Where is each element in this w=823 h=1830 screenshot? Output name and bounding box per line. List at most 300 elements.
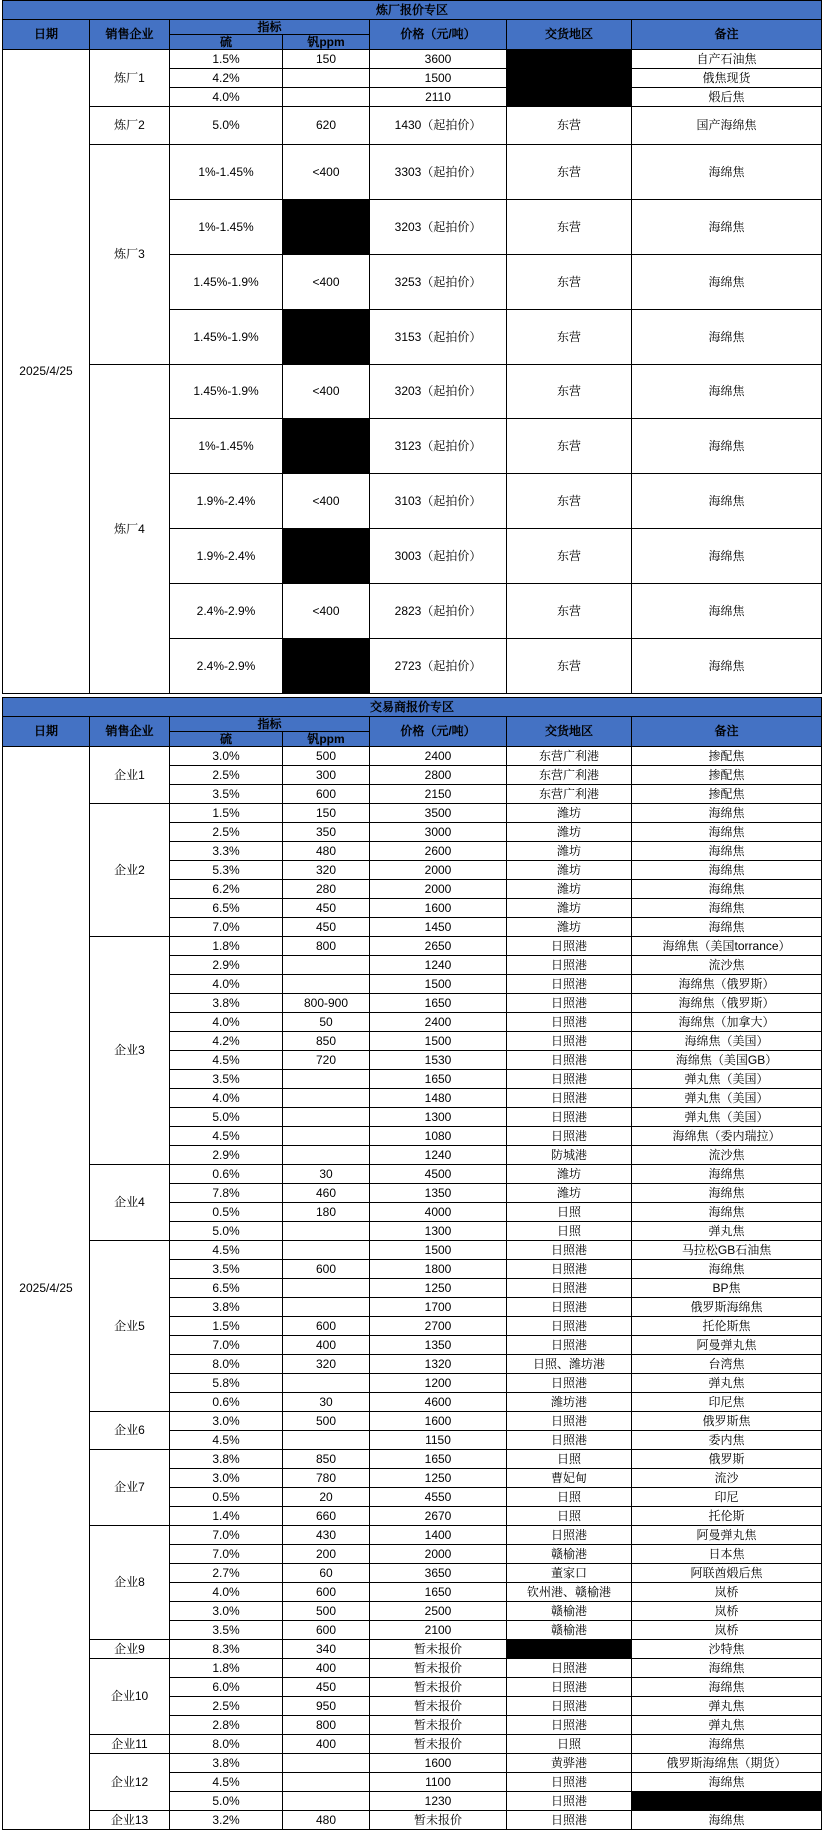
cell-area: 东营广利港 bbox=[507, 766, 632, 785]
column-header-index-group: 指标 bbox=[170, 20, 370, 35]
cell-note: 岚桥 bbox=[632, 1602, 822, 1621]
cell-vanadium: 600 bbox=[283, 785, 370, 804]
cell-price: 1200 bbox=[370, 1374, 507, 1393]
cell-vanadium bbox=[283, 1146, 370, 1165]
cell-note: 掺配焦 bbox=[632, 785, 822, 804]
cell-area: 东营广利港 bbox=[507, 747, 632, 766]
cell-area-redacted bbox=[507, 69, 632, 88]
table-row bbox=[3, 1735, 822, 1754]
cell-price: 2000 bbox=[370, 861, 507, 880]
cell-vanadium-redacted: >400 bbox=[283, 200, 370, 255]
cell-sulfur: 0.6% bbox=[170, 1393, 283, 1412]
cell-note: 海绵焦 bbox=[632, 880, 822, 899]
cell-sulfur: 1%-1.45% bbox=[170, 200, 283, 255]
cell-note: 日本焦 bbox=[632, 1545, 822, 1564]
cell-vanadium: 600 bbox=[283, 1621, 370, 1640]
cell-price: 暂未报价 bbox=[370, 1811, 507, 1830]
cell-sulfur: 1.5% bbox=[170, 1317, 283, 1336]
cell-price: 1100 bbox=[370, 1773, 507, 1792]
cell-sulfur: 2.5% bbox=[170, 1697, 283, 1716]
cell-area: 东营 bbox=[507, 419, 632, 474]
table-row bbox=[3, 1165, 822, 1184]
cell-sulfur: 4.5% bbox=[170, 1241, 283, 1260]
cell-area: 日照 bbox=[507, 1488, 632, 1507]
cell-sulfur: 8.3% bbox=[170, 1640, 283, 1659]
cell-vanadium bbox=[283, 1070, 370, 1089]
cell-vanadium: 150 bbox=[283, 50, 370, 69]
cell-sulfur: 1%-1.45% bbox=[170, 145, 283, 200]
cell-note: 海绵焦 bbox=[632, 584, 822, 639]
cell-vanadium: 450 bbox=[283, 918, 370, 937]
cell-area: 日照港 bbox=[507, 1051, 632, 1070]
cell-note: 弹丸焦 bbox=[632, 1374, 822, 1393]
cell-sulfur: 8.0% bbox=[170, 1735, 283, 1754]
table-row bbox=[3, 145, 822, 200]
cell-note: 弹丸焦 bbox=[632, 1222, 822, 1241]
table-row bbox=[3, 1811, 822, 1830]
cell-sulfur: 1.8% bbox=[170, 1659, 283, 1678]
cell-vanadium: 30 bbox=[283, 1393, 370, 1412]
cell-sulfur: 7.0% bbox=[170, 1336, 283, 1355]
cell-vanadium: 620 bbox=[283, 107, 370, 145]
cell-note: BP焦 bbox=[632, 1279, 822, 1298]
cell-note: 海绵焦 bbox=[632, 255, 822, 310]
cell-note: 海绵焦 bbox=[632, 918, 822, 937]
cell-vanadium: 480 bbox=[283, 1811, 370, 1830]
cell-area: 东营 bbox=[507, 145, 632, 200]
section-banner-title: 炼厂报价专区 bbox=[3, 1, 822, 20]
cell-sulfur: 5.0% bbox=[170, 1222, 283, 1241]
cell-note: 弹丸焦 bbox=[632, 1697, 822, 1716]
cell-area: 日照 bbox=[507, 1203, 632, 1222]
cell-price: 3203（起拍价） bbox=[370, 200, 507, 255]
cell-area: 东营 bbox=[507, 584, 632, 639]
cell-area: 潍坊 bbox=[507, 880, 632, 899]
cell-area: 日照港 bbox=[507, 1678, 632, 1697]
cell-vanadium bbox=[283, 1374, 370, 1393]
cell-area: 潍坊 bbox=[507, 918, 632, 937]
cell-vanadium: 280 bbox=[283, 880, 370, 899]
cell-seller: 炼厂3 bbox=[90, 145, 170, 365]
cell-area: 日照港 bbox=[507, 1773, 632, 1792]
cell-note: 委内焦 bbox=[632, 1431, 822, 1450]
cell-note: 海绵焦 bbox=[632, 310, 822, 365]
cell-note: 海绵焦 bbox=[632, 1165, 822, 1184]
cell-area: 日照港 bbox=[507, 1526, 632, 1545]
cell-area: 东营 bbox=[507, 255, 632, 310]
cell-sulfur: 0.6% bbox=[170, 1165, 283, 1184]
cell-area: 日照 bbox=[507, 1507, 632, 1526]
cell-vanadium bbox=[283, 1792, 370, 1811]
cell-vanadium: <400 bbox=[283, 255, 370, 310]
cell-price: 2670 bbox=[370, 1507, 507, 1526]
cell-area: 日照港 bbox=[507, 1013, 632, 1032]
table-row bbox=[3, 365, 822, 419]
cell-price: 2000 bbox=[370, 880, 507, 899]
cell-price: 3203（起拍价） bbox=[370, 365, 507, 419]
cell-note: 海绵焦 bbox=[632, 823, 822, 842]
column-header-note: 备注 bbox=[632, 20, 822, 50]
cell-sulfur: 2.9% bbox=[170, 956, 283, 975]
cell-area: 东营 bbox=[507, 474, 632, 529]
cell-note: 海绵焦（美国） bbox=[632, 1032, 822, 1051]
table-row bbox=[3, 50, 822, 69]
cell-seller: 企业1 bbox=[90, 747, 170, 804]
cell-vanadium bbox=[283, 1222, 370, 1241]
column-header-area: 交货地区 bbox=[507, 20, 632, 50]
cell-price: 1450 bbox=[370, 918, 507, 937]
cell-seller: 企业7 bbox=[90, 1450, 170, 1526]
cell-area: 潍坊港 bbox=[507, 1393, 632, 1412]
cell-price: 3000 bbox=[370, 823, 507, 842]
column-header-price: 价格（元/吨） bbox=[370, 20, 507, 50]
cell-area: 日照港 bbox=[507, 1412, 632, 1431]
cell-seller: 企业13 bbox=[90, 1811, 170, 1830]
cell-date: 2025/4/25 bbox=[3, 50, 90, 694]
cell-sulfur: 4.0% bbox=[170, 975, 283, 994]
cell-price: 1250 bbox=[370, 1279, 507, 1298]
cell-note: 海绵焦 bbox=[632, 145, 822, 200]
cell-area: 防城港 bbox=[507, 1146, 632, 1165]
cell-note: 俄罗斯焦 bbox=[632, 1412, 822, 1431]
cell-price: 1600 bbox=[370, 1754, 507, 1773]
cell-seller: 企业8 bbox=[90, 1526, 170, 1640]
cell-price: 1320 bbox=[370, 1355, 507, 1374]
cell-vanadium-redacted: >400 bbox=[283, 529, 370, 584]
cell-price: 1500 bbox=[370, 975, 507, 994]
cell-sulfur: 3.3% bbox=[170, 842, 283, 861]
cell-price: 4550 bbox=[370, 1488, 507, 1507]
cell-area: 日照港 bbox=[507, 975, 632, 994]
cell-sulfur: 2.4%-2.9% bbox=[170, 639, 283, 694]
cell-vanadium: 50 bbox=[283, 1013, 370, 1032]
cell-price: 1650 bbox=[370, 994, 507, 1013]
cell-area: 赣榆港 bbox=[507, 1545, 632, 1564]
cell-note: 俄罗斯 bbox=[632, 1450, 822, 1469]
cell-vanadium: 500 bbox=[283, 1602, 370, 1621]
cell-area: 董家口 bbox=[507, 1564, 632, 1583]
cell-area: 东营 bbox=[507, 200, 632, 255]
cell-note: 海绵焦 bbox=[632, 899, 822, 918]
cell-note: 海绵焦（俄罗斯） bbox=[632, 975, 822, 994]
cell-sulfur: 6.2% bbox=[170, 880, 283, 899]
cell-area: 日照港 bbox=[507, 1336, 632, 1355]
refinery-quote-table bbox=[2, 0, 822, 694]
cell-note: 流沙 bbox=[632, 1469, 822, 1488]
cell-area: 曹妃甸 bbox=[507, 1469, 632, 1488]
cell-sulfur: 1.45%-1.9% bbox=[170, 310, 283, 365]
cell-sulfur: 6.5% bbox=[170, 1279, 283, 1298]
cell-seller: 企业5 bbox=[90, 1241, 170, 1412]
cell-note: 阿曼弹丸焦 bbox=[632, 1336, 822, 1355]
cell-sulfur: 3.0% bbox=[170, 1412, 283, 1431]
cell-area: 日照港 bbox=[507, 1260, 632, 1279]
cell-area: 日照 bbox=[507, 1222, 632, 1241]
cell-price: 1080 bbox=[370, 1127, 507, 1146]
table-row bbox=[3, 1659, 822, 1678]
cell-vanadium: 850 bbox=[283, 1450, 370, 1469]
cell-vanadium: 460 bbox=[283, 1184, 370, 1203]
cell-sulfur: 3.0% bbox=[170, 1602, 283, 1621]
cell-price: 1230 bbox=[370, 1792, 507, 1811]
table-row bbox=[3, 1450, 822, 1469]
cell-vanadium: 720 bbox=[283, 1051, 370, 1070]
cell-vanadium: 340 bbox=[283, 1640, 370, 1659]
cell-area: 黄骅港 bbox=[507, 1754, 632, 1773]
cell-sulfur: 3.8% bbox=[170, 994, 283, 1013]
cell-seller: 企业3 bbox=[90, 937, 170, 1165]
cell-price: 1530 bbox=[370, 1051, 507, 1070]
cell-sulfur: 1.4% bbox=[170, 1507, 283, 1526]
cell-vanadium: <400 bbox=[283, 584, 370, 639]
cell-sulfur: 3.5% bbox=[170, 1070, 283, 1089]
cell-sulfur: 3.8% bbox=[170, 1298, 283, 1317]
cell-sulfur: 4.0% bbox=[170, 1583, 283, 1602]
cell-price: 1500 bbox=[370, 1241, 507, 1260]
cell-note: 海绵焦 bbox=[632, 1773, 822, 1792]
cell-vanadium: 200 bbox=[283, 1545, 370, 1564]
cell-sulfur: 8.0% bbox=[170, 1355, 283, 1374]
cell-price: 1240 bbox=[370, 956, 507, 975]
cell-area: 日照港 bbox=[507, 1374, 632, 1393]
cell-price: 暂未报价 bbox=[370, 1640, 507, 1659]
cell-area: 日照港 bbox=[507, 1298, 632, 1317]
cell-area: 日照港 bbox=[507, 1716, 632, 1735]
cell-note: 弹丸焦 bbox=[632, 1716, 822, 1735]
table-row bbox=[3, 747, 822, 766]
cell-note: 海绵焦（委内瑞拉） bbox=[632, 1127, 822, 1146]
cell-seller: 炼厂2 bbox=[90, 107, 170, 145]
cell-note: 海绵焦 bbox=[632, 1659, 822, 1678]
cell-sulfur: 6.0% bbox=[170, 1678, 283, 1697]
cell-area: 日照港 bbox=[507, 1659, 632, 1678]
cell-seller: 炼厂1 bbox=[90, 50, 170, 107]
cell-price: 暂未报价 bbox=[370, 1735, 507, 1754]
column-header-seller: 销售企业 bbox=[90, 20, 170, 50]
cell-sulfur: 3.2% bbox=[170, 1811, 283, 1830]
cell-note: 俄罗斯海绵焦（期货） bbox=[632, 1754, 822, 1773]
column-header-vanadium: 钒ppm bbox=[283, 35, 370, 50]
cell-note: 海绵焦 bbox=[632, 842, 822, 861]
cell-area: 潍坊 bbox=[507, 861, 632, 880]
cell-vanadium: 20 bbox=[283, 1488, 370, 1507]
cell-vanadium: 60 bbox=[283, 1564, 370, 1583]
cell-price: 1650 bbox=[370, 1450, 507, 1469]
cell-seller: 企业6 bbox=[90, 1412, 170, 1450]
cell-note: 托伦斯焦 bbox=[632, 1317, 822, 1336]
cell-price: 1700 bbox=[370, 1298, 507, 1317]
cell-vanadium: 320 bbox=[283, 861, 370, 880]
cell-vanadium: 180 bbox=[283, 1203, 370, 1222]
cell-price: 1500 bbox=[370, 69, 507, 88]
cell-area: 日照港 bbox=[507, 1431, 632, 1450]
cell-area: 日照 bbox=[507, 1450, 632, 1469]
cell-sulfur: 4.0% bbox=[170, 88, 283, 107]
cell-price: 1480 bbox=[370, 1089, 507, 1108]
cell-note: 国产海绵焦 bbox=[632, 107, 822, 145]
cell-area: 潍坊 bbox=[507, 823, 632, 842]
cell-vanadium: <400 bbox=[283, 474, 370, 529]
table-row bbox=[3, 1412, 822, 1431]
cell-vanadium bbox=[283, 1298, 370, 1317]
column-header-sulfur: 硫 bbox=[170, 35, 283, 50]
cell-price: 2600 bbox=[370, 842, 507, 861]
cell-note: 弹丸焦（美国） bbox=[632, 1108, 822, 1127]
cell-vanadium: <400 bbox=[283, 145, 370, 200]
cell-price: 2110 bbox=[370, 88, 507, 107]
cell-price: 1350 bbox=[370, 1336, 507, 1355]
cell-sulfur: 2.8% bbox=[170, 1716, 283, 1735]
cell-vanadium: 950 bbox=[283, 1697, 370, 1716]
cell-vanadium bbox=[283, 1279, 370, 1298]
cell-area: 东营 bbox=[507, 365, 632, 419]
cell-sulfur: 4.2% bbox=[170, 69, 283, 88]
cell-sulfur: 2.4%-2.9% bbox=[170, 584, 283, 639]
cell-vanadium: 400 bbox=[283, 1659, 370, 1678]
cell-price: 2500 bbox=[370, 1602, 507, 1621]
cell-sulfur: 2.5% bbox=[170, 766, 283, 785]
cell-price: 2400 bbox=[370, 747, 507, 766]
cell-area: 日照港 bbox=[507, 937, 632, 956]
cell-area: 东营 bbox=[507, 639, 632, 694]
cell-seller: 企业12 bbox=[90, 1754, 170, 1811]
table-row bbox=[3, 804, 822, 823]
cell-vanadium: 300 bbox=[283, 766, 370, 785]
cell-note: 海绵焦 bbox=[632, 1203, 822, 1222]
cell-vanadium bbox=[283, 1773, 370, 1792]
cell-note: 岚桥 bbox=[632, 1621, 822, 1640]
cell-note: 海绵焦 bbox=[632, 365, 822, 419]
cell-vanadium: 780 bbox=[283, 1469, 370, 1488]
cell-area: 日照港 bbox=[507, 1792, 632, 1811]
cell-note: 海绵焦 bbox=[632, 419, 822, 474]
cell-price: 1300 bbox=[370, 1222, 507, 1241]
cell-area: 日照港 bbox=[507, 1811, 632, 1830]
cell-sulfur: 5.0% bbox=[170, 1792, 283, 1811]
cell-note: 流沙焦 bbox=[632, 1146, 822, 1165]
cell-vanadium bbox=[283, 956, 370, 975]
cell-vanadium: 450 bbox=[283, 1678, 370, 1697]
cell-area: 东营 bbox=[507, 310, 632, 365]
cell-price: 3253（起拍价） bbox=[370, 255, 507, 310]
cell-vanadium bbox=[283, 975, 370, 994]
cell-price: 4600 bbox=[370, 1393, 507, 1412]
cell-price: 暂未报价 bbox=[370, 1678, 507, 1697]
cell-area: 日照港 bbox=[507, 1317, 632, 1336]
cell-price: 1350 bbox=[370, 1184, 507, 1203]
cell-note: 流沙焦 bbox=[632, 956, 822, 975]
cell-vanadium bbox=[283, 1089, 370, 1108]
header-row-primary bbox=[3, 717, 822, 732]
cell-area: 钦州港、赣榆港 bbox=[507, 1583, 632, 1602]
cell-sulfur: 1.5% bbox=[170, 50, 283, 69]
cell-note: 海绵焦 bbox=[632, 1735, 822, 1754]
cell-area: 潍坊 bbox=[507, 899, 632, 918]
cell-price: 2823（起拍价） bbox=[370, 584, 507, 639]
cell-note: 海绵焦 bbox=[632, 1678, 822, 1697]
table-row bbox=[3, 1754, 822, 1773]
cell-sulfur: 2.7% bbox=[170, 1564, 283, 1583]
cell-note: 弹丸焦（美国） bbox=[632, 1070, 822, 1089]
cell-vanadium: 500 bbox=[283, 747, 370, 766]
cell-sulfur: 3.5% bbox=[170, 785, 283, 804]
cell-sulfur: 1.45%-1.9% bbox=[170, 365, 283, 419]
cell-note: 弹丸焦（美国） bbox=[632, 1089, 822, 1108]
cell-price: 3500 bbox=[370, 804, 507, 823]
cell-price: 2650 bbox=[370, 937, 507, 956]
cell-vanadium: <400 bbox=[283, 365, 370, 419]
header-row-primary bbox=[3, 20, 822, 35]
cell-area: 日照港 bbox=[507, 956, 632, 975]
cell-price: 暂未报价 bbox=[370, 1716, 507, 1735]
cell-note: 海绵焦 bbox=[632, 1260, 822, 1279]
cell-vanadium: 850 bbox=[283, 1032, 370, 1051]
cell-area: 东营 bbox=[507, 107, 632, 145]
table-row bbox=[3, 107, 822, 145]
cell-sulfur: 5.8% bbox=[170, 1374, 283, 1393]
cell-area: 日照港 bbox=[507, 1279, 632, 1298]
cell-sulfur: 5.3% bbox=[170, 861, 283, 880]
cell-price: 4500 bbox=[370, 1165, 507, 1184]
cell-note: 海绵焦 bbox=[632, 804, 822, 823]
cell-vanadium: 30 bbox=[283, 1165, 370, 1184]
cell-vanadium bbox=[283, 69, 370, 88]
cell-note: 掺配焦 bbox=[632, 747, 822, 766]
cell-sulfur: 7.0% bbox=[170, 1526, 283, 1545]
cell-note: 海绵焦 bbox=[632, 474, 822, 529]
cell-note: 沙特焦 bbox=[632, 1640, 822, 1659]
cell-sulfur: 4.5% bbox=[170, 1127, 283, 1146]
cell-area: 潍坊 bbox=[507, 1165, 632, 1184]
cell-price: 3153（起拍价） bbox=[370, 310, 507, 365]
cell-sulfur: 2.5% bbox=[170, 823, 283, 842]
column-header-sulfur: 硫 bbox=[170, 732, 283, 747]
cell-sulfur: 4.5% bbox=[170, 1051, 283, 1070]
cell-seller: 炼厂4 bbox=[90, 365, 170, 694]
cell-vanadium: 320 bbox=[283, 1355, 370, 1374]
cell-sulfur: 3.8% bbox=[170, 1450, 283, 1469]
cell-area: 日照港 bbox=[507, 994, 632, 1013]
cell-sulfur: 1.8% bbox=[170, 937, 283, 956]
cell-vanadium: 450 bbox=[283, 899, 370, 918]
cell-date: 2025/4/25 bbox=[3, 747, 90, 1830]
cell-note: 印尼焦 bbox=[632, 1393, 822, 1412]
cell-note: 托伦斯 bbox=[632, 1507, 822, 1526]
cell-price: 3303（起拍价） bbox=[370, 145, 507, 200]
cell-sulfur: 1.9%-2.4% bbox=[170, 529, 283, 584]
cell-vanadium bbox=[283, 1431, 370, 1450]
cell-note: 俄焦现货 bbox=[632, 69, 822, 88]
cell-vanadium bbox=[283, 1127, 370, 1146]
cell-vanadium-redacted: >400 bbox=[283, 419, 370, 474]
cell-vanadium: 600 bbox=[283, 1317, 370, 1336]
cell-price: 暂未报价 bbox=[370, 1659, 507, 1678]
cell-sulfur: 4.0% bbox=[170, 1089, 283, 1108]
cell-area: 东营广利港 bbox=[507, 785, 632, 804]
cell-sulfur: 0.5% bbox=[170, 1488, 283, 1507]
cell-price: 1650 bbox=[370, 1070, 507, 1089]
cell-sulfur: 7.8% bbox=[170, 1184, 283, 1203]
cell-vanadium: 400 bbox=[283, 1735, 370, 1754]
cell-note: 岚桥 bbox=[632, 1583, 822, 1602]
cell-note: 海绵焦 bbox=[632, 639, 822, 694]
cell-price: 1240 bbox=[370, 1146, 507, 1165]
table-row bbox=[3, 1526, 822, 1545]
cell-price: 2000 bbox=[370, 1545, 507, 1564]
cell-area: 潍坊 bbox=[507, 1184, 632, 1203]
cell-area-redacted bbox=[507, 50, 632, 69]
cell-price: 1250 bbox=[370, 1469, 507, 1488]
